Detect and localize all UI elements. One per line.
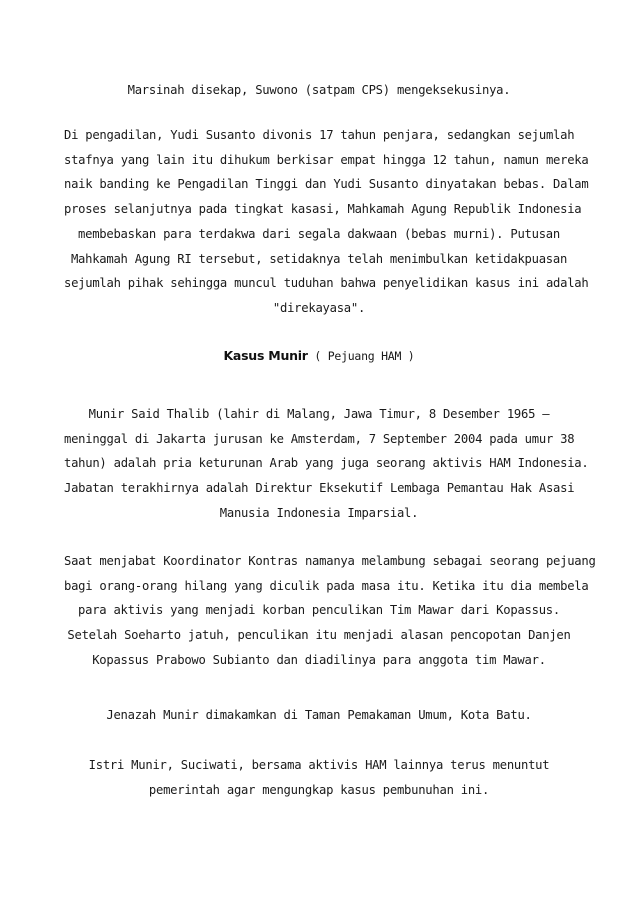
paragraph-burial — [64, 703, 574, 728]
paragraph-wife-demand — [64, 753, 574, 802]
text-line: Di pengadilan, Yudi Susanto divonis 17 tahun penjara, sedangkan sejumlah — [64, 128, 575, 142]
text-line: Jabatan terakhirnya adalah Direktur Eksekutif Lembaga Pemantau Hak Asasi — [64, 481, 575, 496]
text-line: Munir Said Thalib (lahir di Malang, Jawa Timur, 8 Desember 1965 – — [88, 407, 550, 421]
text-line: Manusia Indonesia Imparsial. — [219, 505, 419, 520]
text-line: tahun) adalah pria keturunan Arab yang juga seorang aktivis HAM Indonesia. — [64, 456, 589, 471]
heading-subtitle: ( Pejuang HAM ) — [307, 349, 415, 363]
text-line: Kopassus Prabowo Subianto dan diadilinya para anggota tim Mawar. — [92, 652, 546, 667]
text-line: naik banding ke Pengadilan Tinggi dan Yudi Susanto dinyatakan bebas. Dalam — [64, 177, 589, 192]
text-line: membebaskan para terdakwa dari segala dakwaan (bebas murni). Putusan — [78, 226, 560, 241]
text-line: para aktivis yang menjadi korban penculikan Tim Mawar dari Kopassus. — [78, 603, 560, 618]
text-line: bagi orang-orang hilang yang diculik pada masa itu. Ketika itu dia membela — [64, 578, 589, 593]
text-line: Marsinah disekap, Suwono (satpam CPS) mengeksekusinya. — [127, 83, 511, 97]
paragraph-marsinah-execution — [64, 78, 574, 103]
section-heading — [64, 344, 574, 369]
text-line: Istri Munir, Suciwati, bersama aktivis HAM lainnya terus menuntut — [88, 758, 550, 772]
text-line: Setelah Soeharto jatuh, penculikan itu menjadi alasan pencopotan Danjen — [67, 628, 571, 643]
heading-title: Kasus Munir — [223, 348, 308, 363]
text-line: Saat menjabat Koordinator Kontras namanya melambung sebagai seorang pejuang — [64, 554, 596, 568]
paragraph-munir-biography — [64, 402, 589, 526]
text-line: meninggal di Jakarta jurusan ke Amsterdam, 7 September 2004 pada umur 38 — [64, 431, 575, 446]
paragraph-court-verdict — [64, 123, 589, 321]
paragraph-kontras-role — [64, 549, 596, 673]
text-line: Jenazah Munir dimakamkan di Taman Pemakaman Umum, Kota Batu. — [106, 708, 532, 722]
text-line: sejumlah pihak sehingga muncul tuduhan bahwa penyelidikan kasus ini adalah — [64, 276, 589, 291]
text-line: pemerintah agar mengungkap kasus pembunuhan ini. — [148, 782, 490, 797]
text-line: Mahkamah Agung RI tersebut, setidaknya telah menimbulkan ketidakpuasan — [70, 251, 568, 266]
text-line: stafnya yang lain itu dihukum berkisar empat hingga 12 tahun, namun mereka — [64, 152, 589, 167]
text-line: "direkayasa". — [272, 300, 366, 315]
text-line: proses selanjutnya pada tingkat kasasi, Mahkamah Agung Republik Indonesia — [64, 202, 582, 217]
